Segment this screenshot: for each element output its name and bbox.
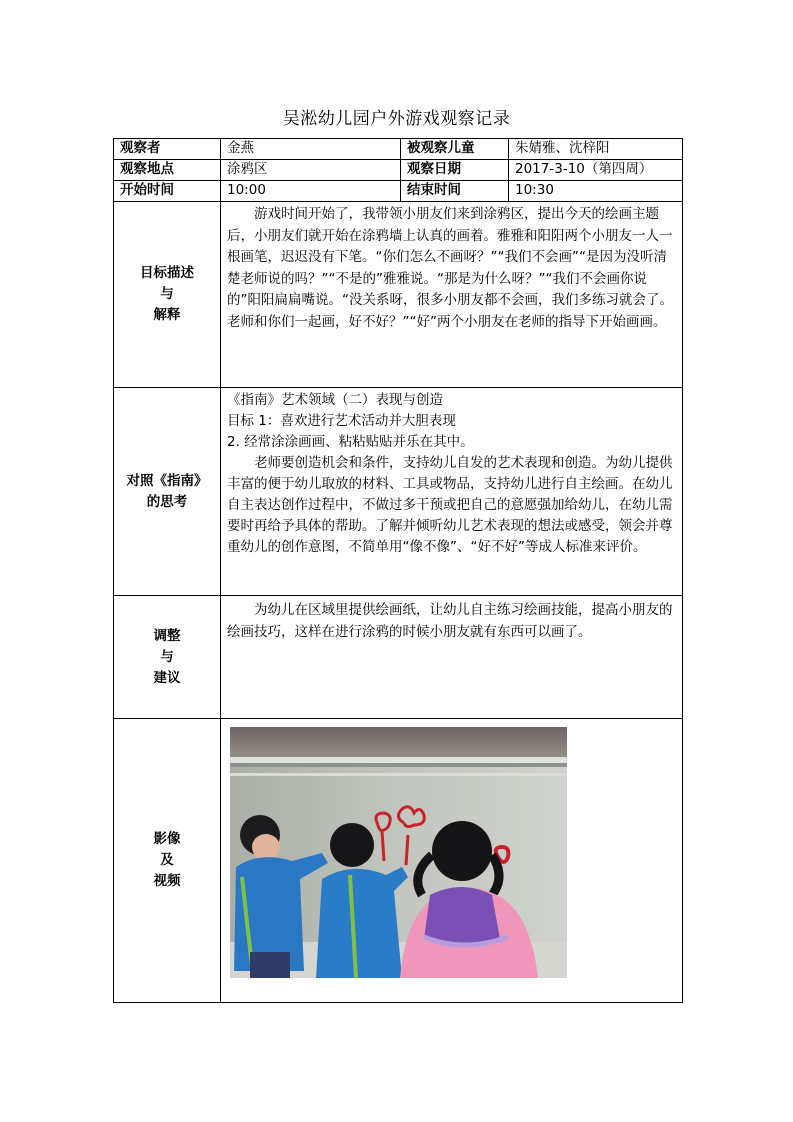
media-label: 影像 及 视频 [114, 719, 221, 1003]
start-time-value: 10:00 [221, 181, 401, 202]
description-label: 目标描述 与 解释 [114, 202, 221, 388]
end-time-label: 结束时间 [401, 181, 509, 202]
children-painting-photo [230, 727, 567, 978]
adjust-row [114, 596, 683, 719]
adjust-label: 调整 与 建议 [114, 596, 221, 719]
description-text: 游戏时间开始了，我带领小朋友们来到涂鸦区，提出今天的绘画主题后，小朋友们就开始在涂鸦墙上认真的画着。雅雅和阳阳两个小朋友一人一根画笔，迟迟没有下笔。“你们怎么不画呀？”“我们不会画”“是因为没听清楚老师说的吗？”“不是的”雅雅说。“那是为什么呀？”“我们不会画你说的”阳阳扁扁嘴说。“没关系呀，很多小朋友都不会画，我们多练习就会了。老师和你们一起画，好不好？”“好”两个小朋友在老师的指导下开始画画。 [221, 202, 683, 388]
end-time-value: 10:30 [509, 181, 683, 202]
media-row [114, 719, 683, 1003]
adjust-text: 为幼儿在区域里提供绘画纸，让幼儿自主练习绘画技能，提高小朋友的绘画技巧，这样在进行涂鸦的时候小朋友就有东西可以画了。 [221, 596, 683, 719]
header-row-time [114, 181, 683, 202]
observed-child-value: 朱婧雅、沈梓阳 [509, 139, 683, 160]
guide-label: 对照《指南》 的思考 [114, 388, 221, 596]
observation-table [113, 138, 683, 1003]
page-title: 吴淞幼儿园户外游戏观察记录 [282, 109, 511, 129]
start-time-label: 开始时间 [114, 181, 221, 202]
media-cell [221, 719, 683, 1003]
observer-value: 金燕 [221, 139, 401, 160]
observed-child-label: 被观察儿童 [401, 139, 509, 160]
header-row-location [114, 160, 683, 181]
date-value: 2017-3-10（第四周） [509, 160, 683, 181]
location-label: 观察地点 [114, 160, 221, 181]
guide-text: 《指南》艺术领域（二）表现与创造 目标 1：喜欢进行艺术活动并大胆表现 2. 经常涂涂画画、粘粘贴贴并乐在其中。 老师要创造机会和条件，支持幼儿自发的艺术表现和创造。为幼儿提供丰富的便于幼儿取放的材料、工具或物品，支持幼儿进行自主绘画。在幼儿自主表达创作过程中，不做过多干预或把自己的意愿强加给幼儿，在幼儿需要时再给予具体的帮助。了解并倾听幼儿艺术表现的想法或感受，领会并尊重幼儿的创作意图，不简单用“像不像”、“好不好”等成人标准来评价。 [221, 388, 683, 596]
observer-label: 观察者 [114, 139, 221, 160]
header-row-observer [114, 139, 683, 160]
date-label: 观察日期 [401, 160, 509, 181]
description-row [114, 202, 683, 388]
location-value: 涂鸦区 [221, 160, 401, 181]
guide-row [114, 388, 683, 596]
